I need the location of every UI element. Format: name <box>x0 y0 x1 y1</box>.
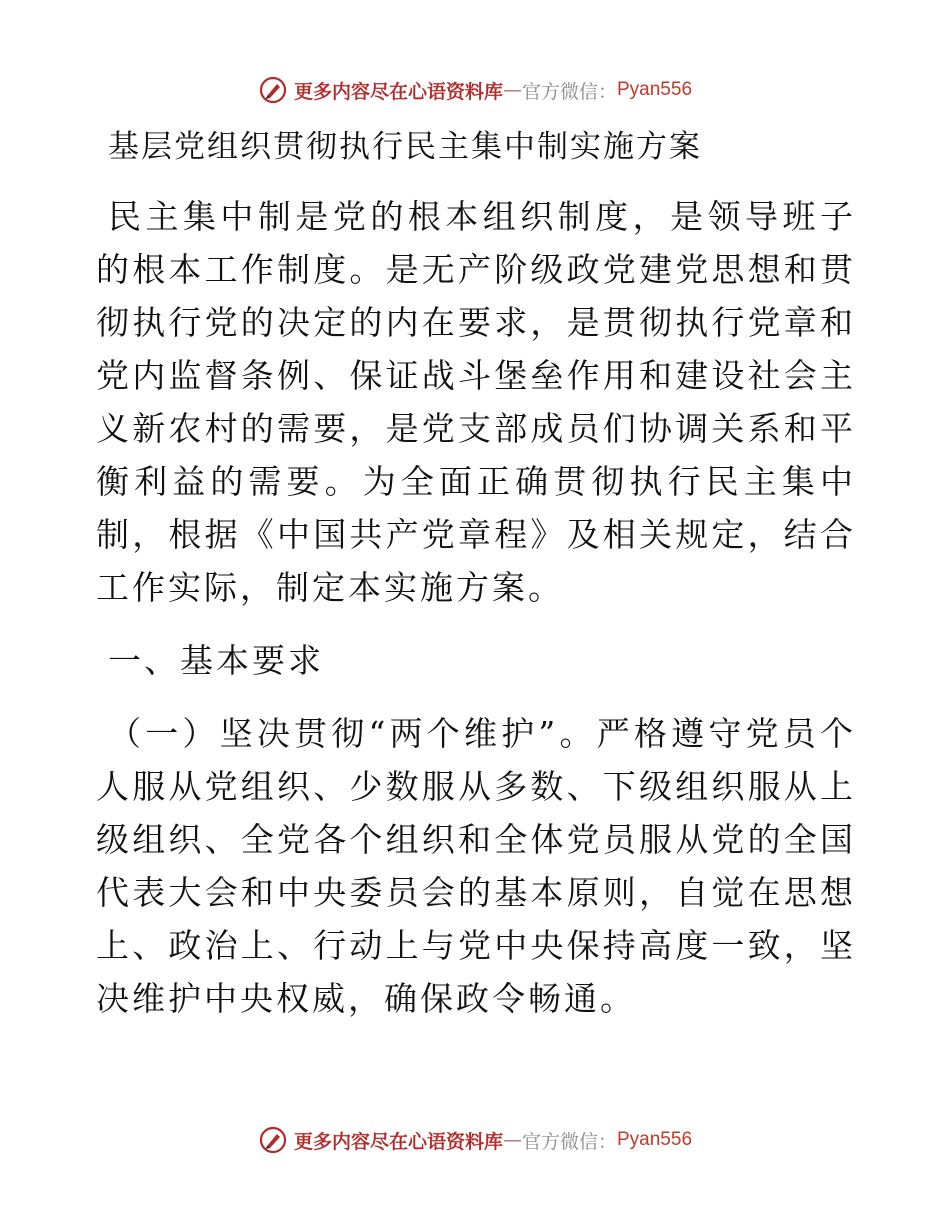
watermark-site-text: 更多内容尽在心语资料库 <box>293 80 503 103</box>
pen-nib-logo-icon <box>258 75 288 105</box>
watermark-wechat-handle: Pyan556 <box>617 1129 693 1150</box>
document-body <box>96 122 856 1025</box>
watermark-wechat-label: 官方微信： <box>521 80 617 103</box>
footer-watermark <box>0 1120 950 1160</box>
watermark-dash: — <box>502 79 522 101</box>
watermark-site-text: 更多内容尽在心语资料库 <box>293 1130 503 1153</box>
intro-paragraph: 民主集中制是党的根本组织制度，是领导班子的根本工作制度。是无产阶级政党建党思想和贯彻执行党的决定的内在要求，是贯彻执行党章和党内监督条例、保证战斗堡垒作用和建设社会主义新农村的需要，是党支部成员们协调关系和平衡利益的需要。为全面正确贯彻执行民主集中制，根据《中国共产党章程》及相关规定，结合工作实际，制定本实施方案。 <box>96 197 856 607</box>
pen-nib-logo-icon <box>258 1125 288 1155</box>
watermark-wechat-handle: Pyan556 <box>617 79 693 100</box>
watermark-wechat-label: 官方微信： <box>521 1130 617 1153</box>
section-heading-basic-requirements: 一、基本要求 <box>108 641 324 680</box>
header-watermark <box>0 70 950 110</box>
document-title: 基层党组织贯彻执行民主集中制实施方案 <box>108 129 702 165</box>
watermark-dash: — <box>502 1129 522 1151</box>
section-item-paragraph: （一）坚决贯彻“两个维护”。严格遵守党员个人服从党组织、少数服从多数、下级组织服从上级组织、全党各个组织和全体党员服从党的全国代表大会和中央委员会的基本原则，自觉在思想上、政治上、行动上与党中央保持高度一致，坚决维护中央权威，确保政令畅通。 <box>96 714 856 1018</box>
